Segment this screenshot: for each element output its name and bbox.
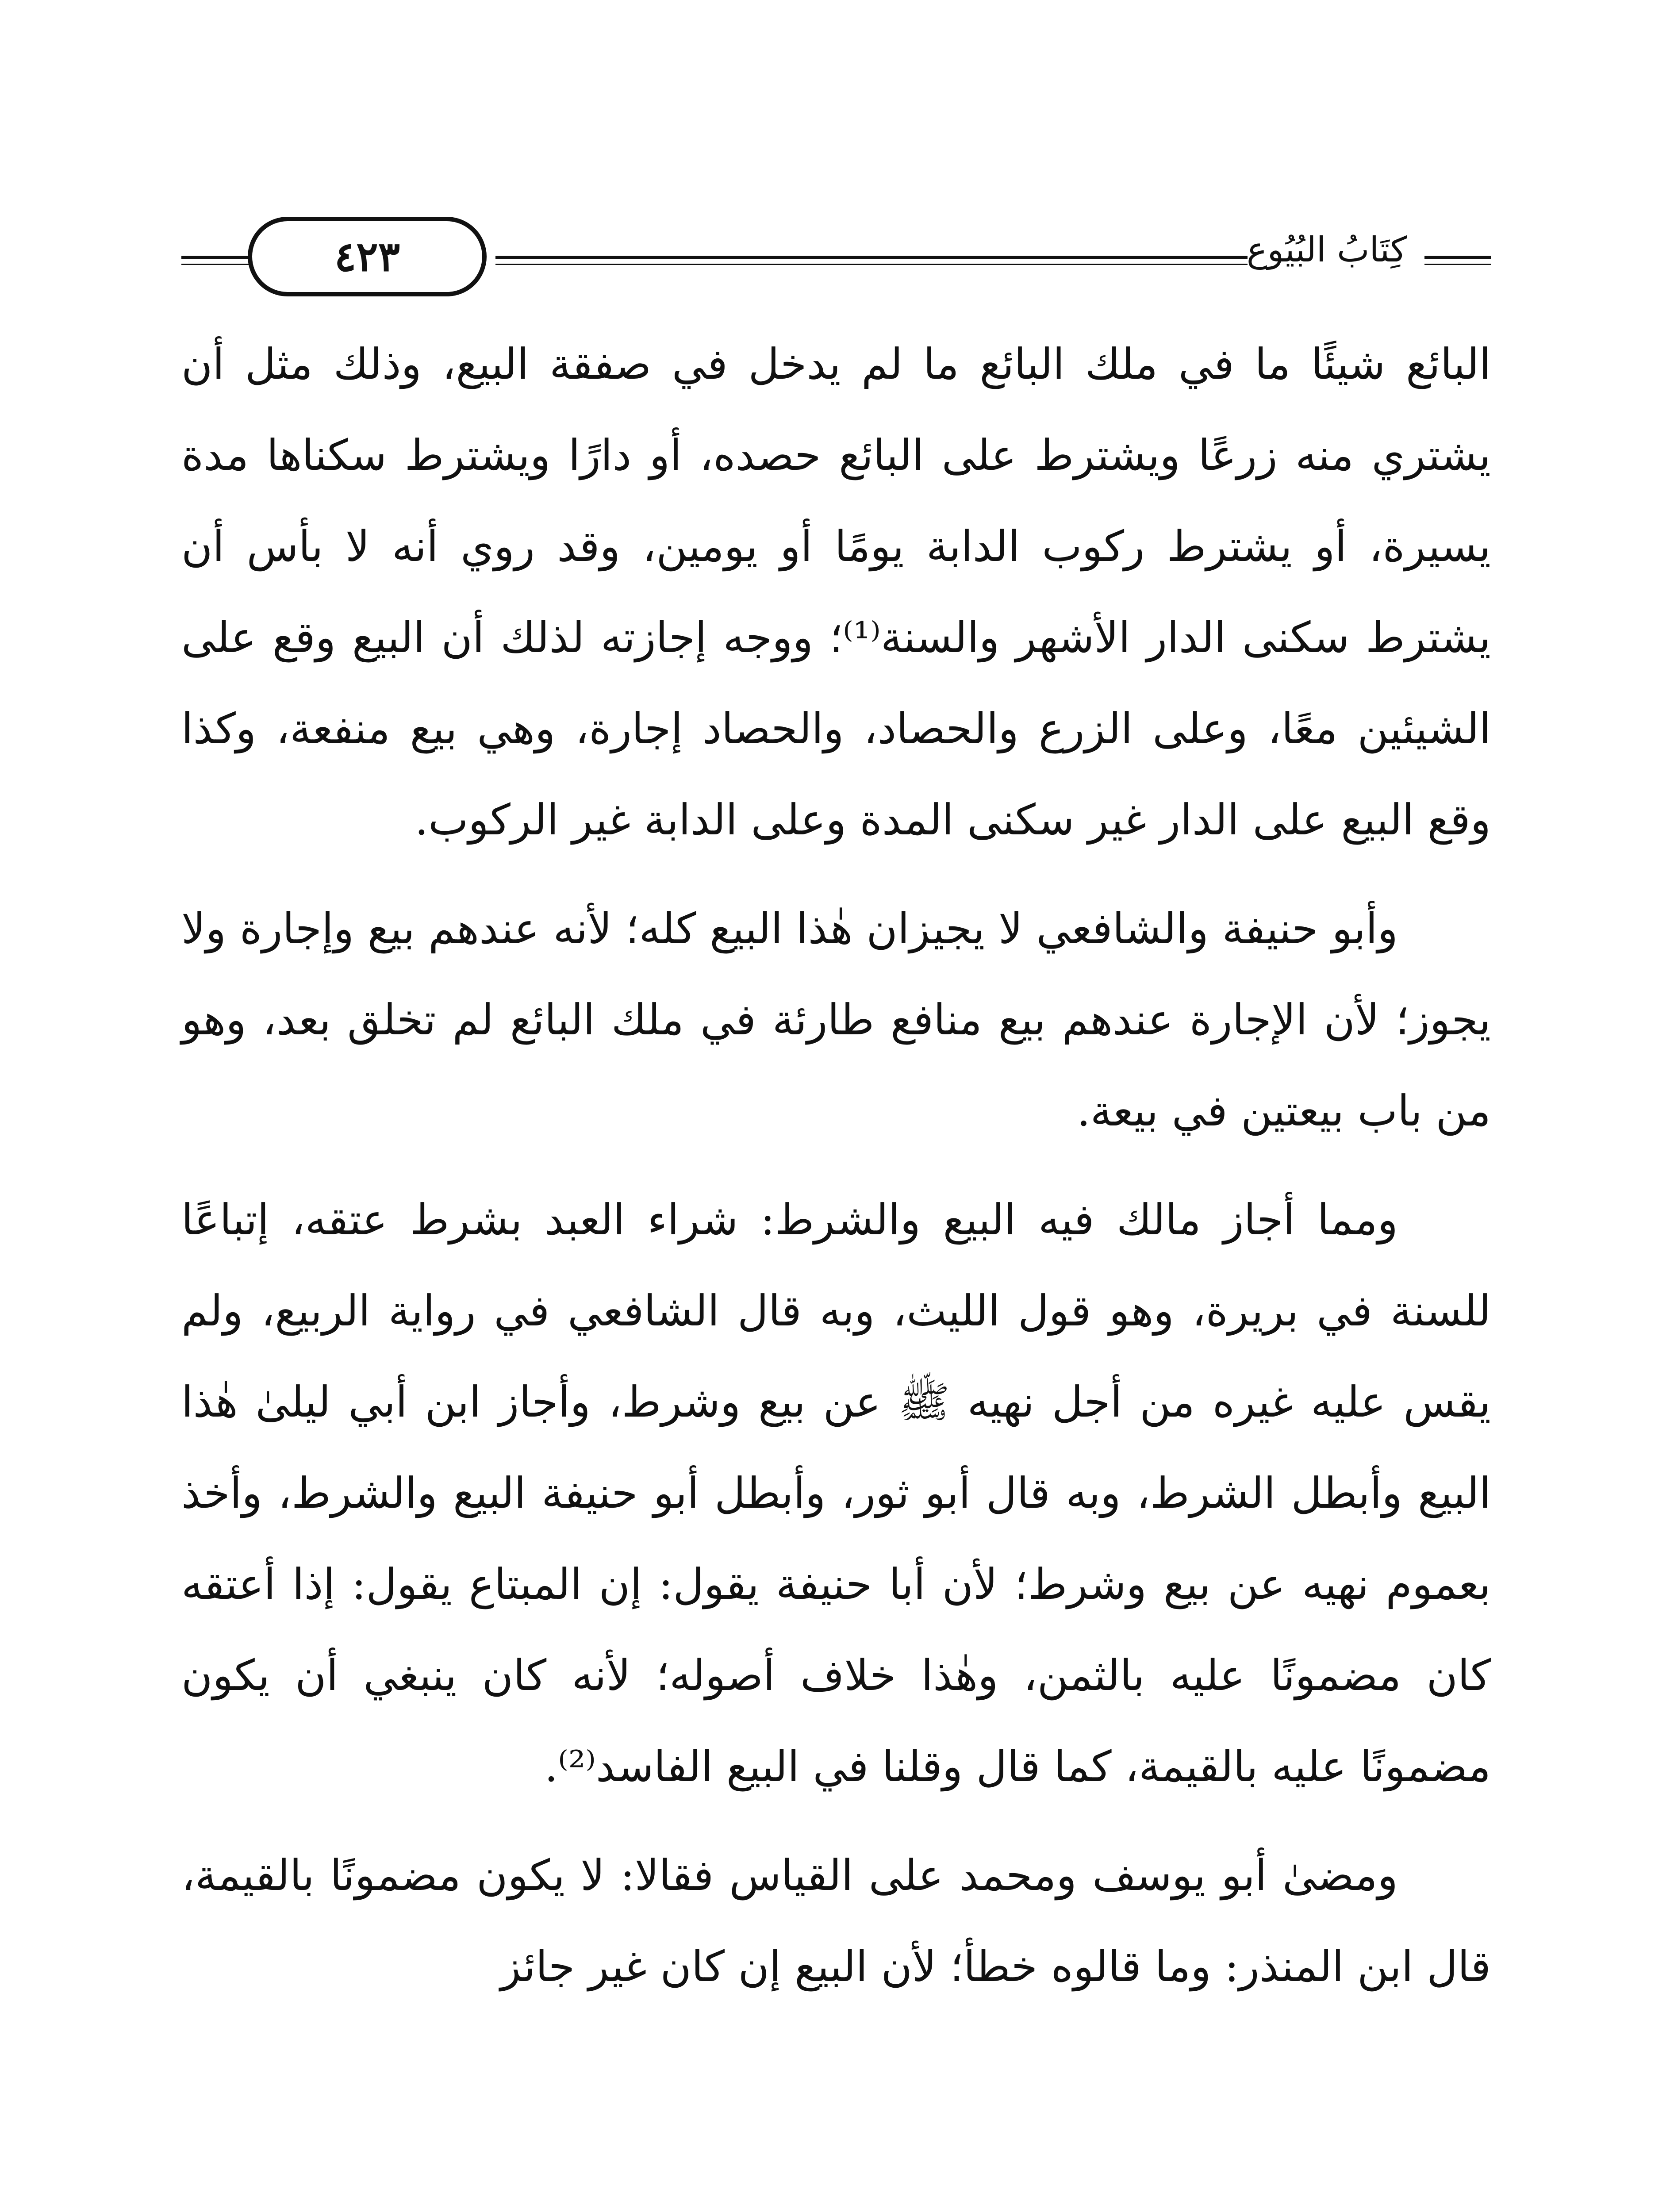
chapter-title: كِتَابُ البُيُوع xyxy=(1246,230,1407,270)
paragraph: ومضىٰ أبو يوسف ومحمد على القياس فقالا: لا يكون مضمونًا بالقيمة، قال ابن المنذر: وما قالوه خطأ؛ لأن البيع إن كان غير جائز xyxy=(181,1851,1491,1991)
paragraph: ومما أجاز مالك فيه البيع والشرط: شراء العبد بشرط عتقه، إتباعًا للسنة في بريرة، وهو قول الليث، وبه قال الشافعي في رواية الربيع، ولم يقس عليه غيره من أجل نهيه ﷺ عن بيع وشرط، وأجاز ابن أبي ليلىٰ هٰذا البيع وأبطل الشرط، وبه قال أبو ثور، وأبطل أبو حنيفة البيع والشرط، وأخذ بعموم نهيه عن بيع وشرط؛ لأن أبا حنيفة يقول: إن المبتاع يقول: إذا أعتقه كان مضمونًا عليه بالثمن، وهٰذا خلاف أصوله؛ لأنه كان ينبغي أن يكون مضمونًا عليه بالقيمة، كما قال وقلنا في البيع الفاسد⁽²⁾. xyxy=(181,1195,1491,1791)
header-rule-middle xyxy=(495,256,1248,265)
page-number: ٤٢٣ xyxy=(334,233,400,280)
main-text xyxy=(181,319,1491,2030)
header-rule-left xyxy=(181,256,252,265)
page-header xyxy=(181,212,1491,301)
paragraph: البائع شيئًا ما في ملك البائع ما لم يدخل في صفقة البيع، وذلك مثل أن يشتري منه زرعًا ويشترط على البائع حصده، أو دارًا ويشترط سكناها مدة يسيرة، أو يشترط ركوب الدابة يومًا أو يومين، وقد روي أنه لا بأس أن يشترط سكنى الدار الأشهر والسنة⁽¹⁾؛ ووجه إجازته لذلك أن البيع وقع على الشيئين معًا، وعلى الزرع والحصاد، والحصاد إجارة، وهي بيع منفعة، وكذا وقع البيع على الدار غير سكنى المدة وعلى الدابة غير الركوب. xyxy=(181,339,1491,845)
header-rule-right xyxy=(1424,256,1491,265)
page-number-badge xyxy=(248,217,487,296)
paragraph: وأبو حنيفة والشافعي لا يجيزان هٰذا البيع كله؛ لأنه عندهم بيع وإجارة ولا يجوز؛ لأن الإجارة عندهم بيع منافع طارئة في ملك البائع لم تخلق بعد، وهو من باب بيعتين في بيعة. xyxy=(181,904,1491,1136)
